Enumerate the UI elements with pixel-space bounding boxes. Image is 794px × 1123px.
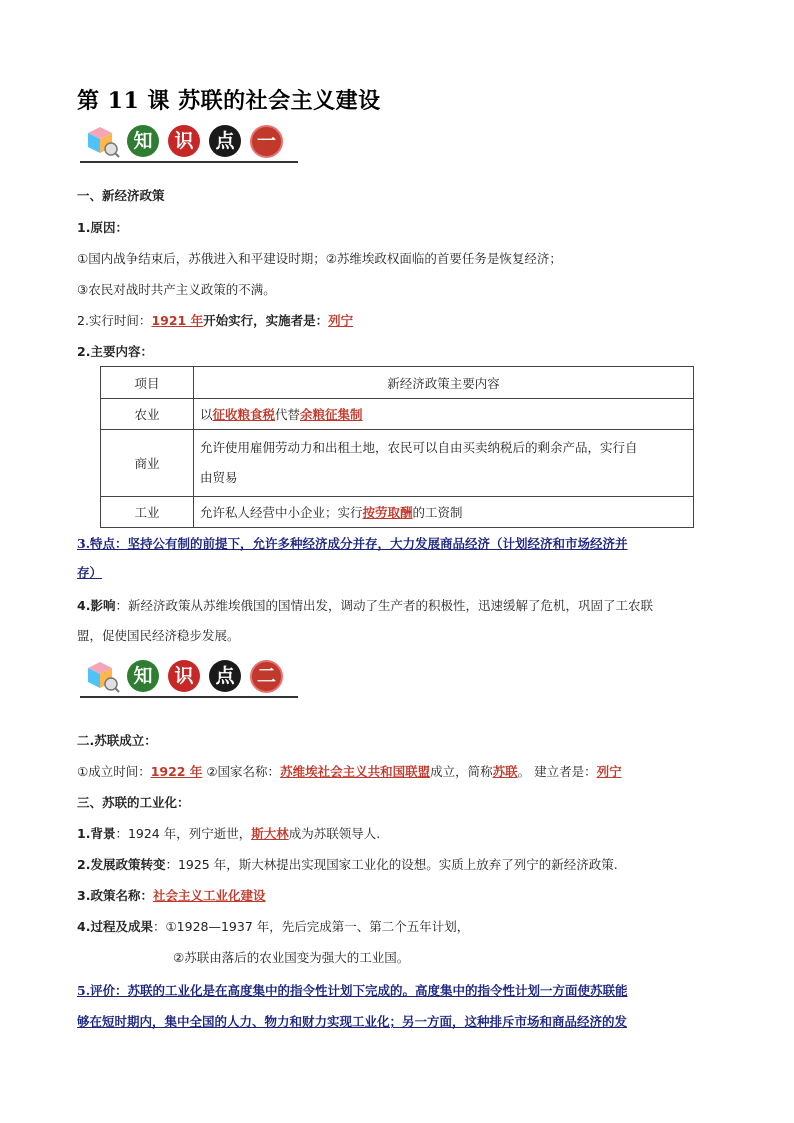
table-row — [101, 399, 694, 430]
reason-label: 1.原因： — [77, 220, 128, 235]
cube-magnifier-icon — [84, 124, 122, 158]
evaluation-line-1: 5.评价：苏联的工业化是在高度集中的指令性计划下完成的。高度集中的指令性计划一方面使苏联能 — [77, 983, 628, 998]
badge-char-zhi: 知 — [127, 125, 159, 157]
badge-char-dian: 点 — [209, 125, 241, 157]
policy-table — [100, 366, 694, 528]
section-1-heading: 一、新经济政策 — [77, 188, 165, 203]
page-title: 第 11 课 苏联的社会主义建设 — [77, 88, 381, 114]
policy-shift-line: 2.发展政策转变：1925 年，斯大林提出实现国家工业化的设想。实质上放弃了列宁的新经济政策. — [77, 857, 618, 872]
table-cell-content: 允许使用雇佣劳动力和出租土地，农民可以自由买卖纳税后的剩余产品，实行自 由贸易 — [194, 430, 694, 497]
badge-char-number: 二 — [250, 660, 283, 693]
badge-char-zhi: 知 — [127, 660, 159, 692]
feature-line-2: 存） — [77, 565, 103, 580]
badge-char-shi: 识 — [168, 125, 200, 157]
knowledge-point-badge-2 — [80, 657, 300, 697]
table-header-content: 新经济政策主要内容 — [194, 367, 694, 399]
background-line: 1.背景：1924 年，列宁逝世，斯大林成为苏联领导人. — [77, 826, 381, 841]
impact-line-1: 4.影响：新经济政策从苏维埃俄国的国情出发，调动了生产者的积极性，迅速缓解了危机，巩固了工农联 — [77, 598, 653, 613]
impact-line-2: 盟，促使国民经济稳步发展。 — [77, 628, 240, 643]
policy-name-line: 3.政策名称：社会主义工业化建设 — [77, 888, 266, 903]
table-row — [101, 430, 694, 497]
table-cell-content: 允许私人经营中小企业；实行按劳取酬的工资制 — [194, 497, 694, 528]
reason-line-2: ③农民对战时共产主义政策的不满。 — [77, 282, 276, 297]
badge-char-shi: 识 — [168, 660, 200, 692]
table-header-item: 项目 — [101, 367, 194, 399]
time-mid: 开始实行，实施者是： — [203, 313, 329, 328]
knowledge-point-badge-1 — [80, 122, 300, 162]
time-line — [77, 313, 353, 329]
table-cell-item: 农业 — [101, 399, 194, 430]
content-label: 2.主要内容： — [77, 344, 153, 359]
process-line-2: ②苏联由落后的农业国变为强大的工业国。 — [173, 950, 410, 965]
table-cell-item: 商业 — [101, 430, 194, 497]
table-row — [101, 497, 694, 528]
process-line-1: 4.过程及成果：①1928—1937 年，先后完成第一、第二个五年计划， — [77, 919, 470, 934]
time-person: 列宁 — [328, 313, 354, 328]
badge-underline — [80, 696, 298, 698]
badge-underline — [80, 161, 298, 163]
badge-char-dian: 点 — [209, 660, 241, 692]
cube-magnifier-icon — [84, 659, 122, 693]
time-label: 2.实行时间： — [77, 313, 152, 328]
feature-line-1: 3.特点：坚持公有制的前提下，允许多种经济成分并存，大力发展商品经济（计划经济和市场经济并 — [77, 536, 628, 551]
table-cell-content: 以征收粮食税代替余粮征集制 — [194, 399, 694, 430]
table-row — [101, 367, 694, 399]
founding-line: ①成立时间：1922 年 ②国家名称：苏维埃社会主义共和国联盟成立，简称苏联。 建立者是：列宁 — [77, 764, 622, 779]
evaluation-line-2: 够在短时期内，集中全国的人力、物力和财力实现工业化；另一方面，这种排斥市场和商品经济的发 — [77, 1014, 628, 1029]
time-year: 1921 年 — [151, 313, 204, 328]
reason-line-1: ①国内战争结束后，苏俄进入和平建设时期；②苏维埃政权面临的首要任务是恢复经济； — [77, 251, 562, 266]
section-2-heading: 二.苏联成立： — [77, 733, 157, 748]
industrialization-heading: 三、苏联的工业化： — [77, 795, 190, 810]
table-cell-item: 工业 — [101, 497, 194, 528]
badge-char-number: 一 — [250, 125, 283, 158]
